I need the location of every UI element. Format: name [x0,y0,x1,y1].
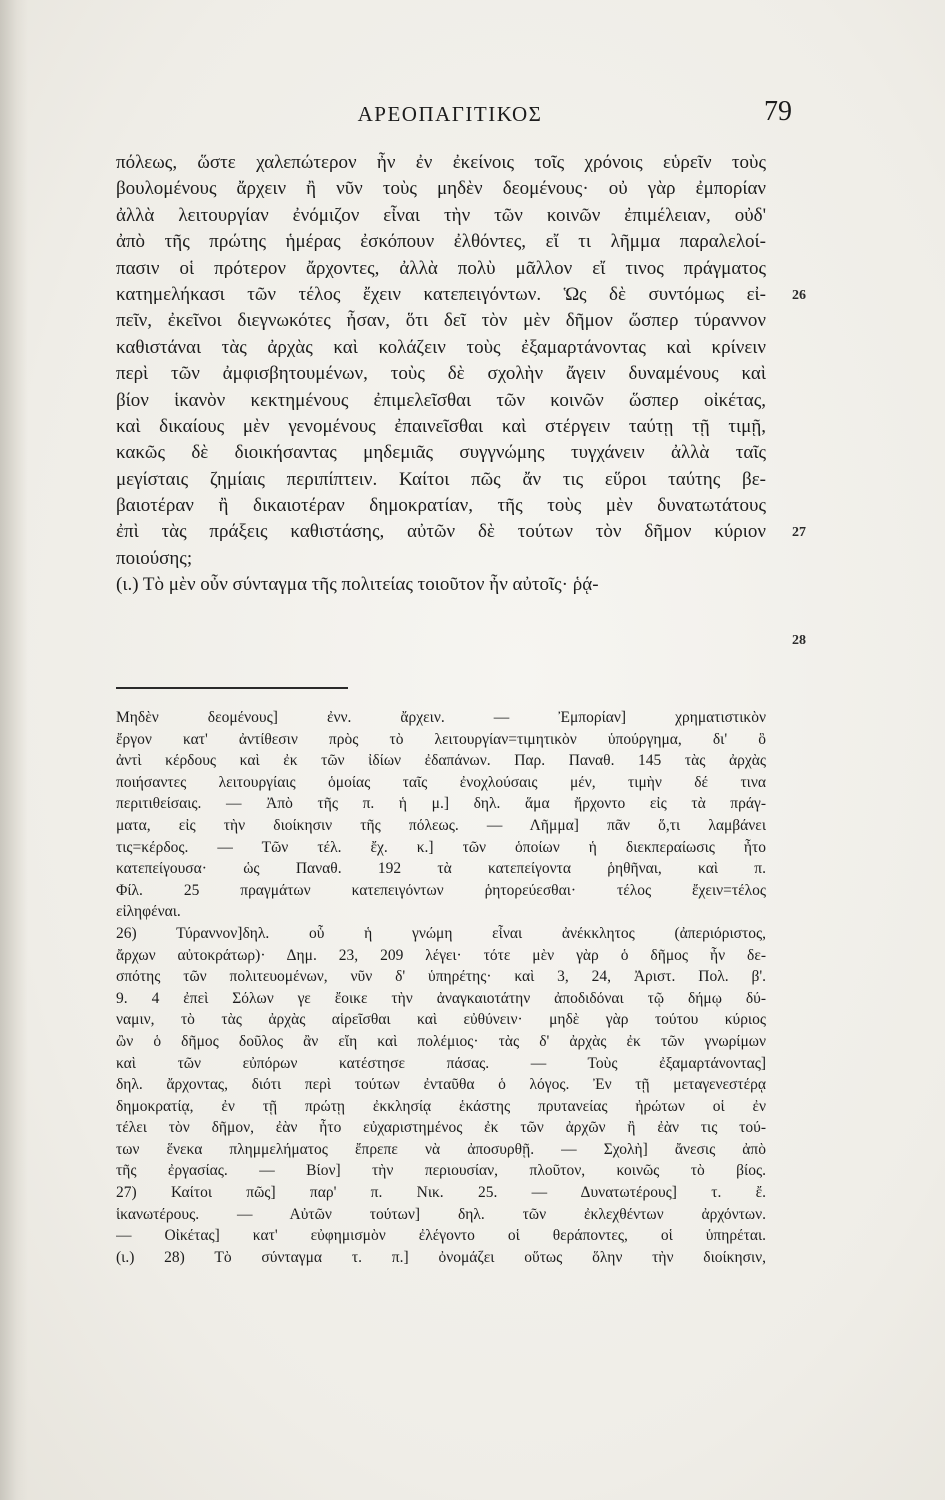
text-line: ἐπὶ τὰς πράξεις καθιστάσης, αὐτῶν δὲ τούτων τὸν δῆμον κύριον [116,521,766,543]
text-line: βουλομένους ἄρχειν ἢ νῦν τοὺς μηδὲν δεομένους· οὐ γὰρ ἐμπορίαν [116,178,766,200]
footnote-line: 9. 4 ἐπεὶ Σόλων γε ἔοικε τὴν ἀναγκαιοτάτην ἀποδιδόναι τῷ δήμῳ δύ- [116,989,766,1007]
text-line: πόλεως, ὥστε χαλεπώτερον ἦν ἐν ἐκείνοις τοῖς χρόνοις εὑρεῖν τοὺς [116,152,766,173]
footnote-line: ὢν ὁ δῆμος δοῦλος ἂν εἴη καὶ πολέμιος· τὰς δ' ἀρχὰς ἐκ τῶν γνωρίμων [116,1032,766,1050]
footnote-line: εἰληφέναι. [116,903,181,921]
footnote-line: σπότης τῶν πολιτευομένων, νῦν δ' ὑπηρέτης· καὶ 3, 24, Ἀριστ. Πολ. β'. [116,968,766,986]
text-line: καὶ δικαίους μὲν γενομένους ἐπαινεῖσθαι καὶ στέργειν ταύτῃ τῇ τιμῇ, [116,415,766,437]
text-line: ἀπὸ τῆς πρώτης ἡμέρας ἐσκόπουν ἐλθόντες, εἴ τι λῆμμα παραλελοί- [116,231,766,253]
footnote-line: ἱκανωτέρους. — Αὐτῶν τούτων] δηλ. τῶν ἐκλεχθέντων ἀρχόντων. [116,1205,766,1223]
text-line: βαιοτέραν ἢ δικαιοτέραν δημοκρατίαν, τῆς τοὺς μὲν δυνατωτάτους [116,495,766,517]
footnote-line: ἄρχων αὐτοκράτωρ)· Δημ. 23, 209 λέγει· τότε μὲν γὰρ ὁ δῆμος ἦν δε- [116,946,766,964]
footnote-line: τις=κέρδος. — Τῶν τέλ. ἔχ. κ.] τῶν ὁποίων ἡ διεκπεραίωσις ἦτο [116,838,766,856]
text-line: καθιστάναι τὰς ἀρχὰς καὶ κολάζειν τοὺς ἐξαμαρτάνοντας καὶ κρίνειν [116,336,766,358]
footnote-line: ματα, εἰς τὴν διοίκησιν τῆς πόλεως. — Λῆμμα] πᾶν ὅ,τι λαμβάνει [116,816,766,834]
footnotes [116,707,766,1268]
text-line: (ι.) Τὸ μὲν οὖν σύνταγμα τῆς πολιτείας τοιοῦτον ἦν αὐτοῖς· ῥᾴ- [116,574,599,596]
text-line: περὶ τῶν ἀμφισβητουμένων, τοὺς δὲ σχολὴν ἄγειν δυναμένους καὶ [116,363,766,385]
main-text [116,150,766,599]
footnote-line: τέλει τὸν δῆμον, ἐὰν ἦτο εὐχαριστημένος ἐκ τῶν ἀρχῶν ἢ ἐὰν τις τού- [116,1119,766,1137]
section-number: 28 [792,633,806,648]
footnote-line: — Οἰκέτας] κατ' εὐφημισμὸν ἐλέγοντο οἱ θεράποντες, οἱ ὑπηρέται. [116,1227,766,1245]
footnote-line: 26) Τύραννον]δηλ. οὗ ἡ γνώμη εἶναι ἀνέκκλητος (ἀπεριόριστος, [116,924,766,942]
footnote-line: Μηδὲν δεομένους] ἐνν. ἄρχειν. — Ἐμπορίαν] χρηματιστικὸν [116,709,766,726]
footnote-divider [116,687,348,689]
running-title: ΑΡΕΟΠΑΓΙΤΙΚΟΣ [357,102,543,126]
footnote-line: κατεπείγουσα· ὡς Παναθ. 192 τὰ κατεπείγοντα ῥηθῆναι, καὶ π. [116,860,766,878]
footnote-line: δημοκρατίᾳ, ἐν τῇ πρώτῃ ἐκκλησίᾳ ἑκάστης πρυτανείας ἠρώτων οἱ ἐν [116,1097,766,1115]
text-line: κακῶς δὲ διοικήσαντας μηδεμιᾶς συγγνώμης τυγχάνειν ἀλλὰ ταῖς [116,442,766,464]
page-number: 79 [764,96,792,127]
page-header [0,96,945,134]
footnote-line: ἀντὶ κέρδους καὶ ἐκ τῶν ἰδίων ἐδαπάνων. Παρ. Παναθ. 145 τὰς ἀρχὰς [116,752,766,770]
text-line: μεγίσταις ζημίαις περιπίπτειν. Καίτοι πῶς ἄν τις εὕροι ταύτης βε- [116,468,766,490]
footnote-line: ἔργον κατ' ἀντίθεσιν πρὸς τὸ λειτουργίαν=τιμητικὸν ὑπούργημα, δι' ὃ [116,730,766,748]
spine-shadow [0,0,28,1500]
footnote-line: τῆς ἐργασίας. — Βίον] τὴν περιουσίαν, πλοῦτον, κοινῶς τὸ βίος. [116,1162,766,1180]
text-line: βίον ἱκανὸν κεκτημένους ἐπιμελεῖσθαι τῶν κοινῶν ὥσπερ οἰκέτας, [116,389,766,411]
text-line: ἀλλὰ λειτουργίαν ἐνόμιζον εἶναι τὴν τῶν κοινῶν ἐπιμέλειαν, οὐδ' [116,204,766,226]
footnote-line: ναμιν, τὸ τὰς ἀρχὰς αἱρεῖσθαι καὶ εὐθύνειν· μηδὲ γὰρ τούτου κύριος [116,1011,766,1029]
text-line: πασιν οἱ πρότερον ἄρχοντες, ἀλλὰ πολὺ μᾶλλον εἴ τινος πράγματος [116,257,766,279]
section-number: 26 [792,288,806,303]
footnote-line: των ἕνεκα πλημμελήματος ἔπρεπε νὰ ἀποσυρθῇ. — Σχολὴ] ἄνεσις ἀπὸ [116,1140,766,1158]
text-line: πεῖν, ἐκεῖνοι διεγνωκότες ἦσαν, ὅτι δεῖ τὸν μὲν δῆμον ὥσπερ τύραννον [116,310,766,332]
footnote-line: περιτιθείσαις. — Ἀπὸ τῆς π. ἡ μ.] δηλ. ἅμα ἤρχοντο εἰς τὰ πράγ- [116,795,766,813]
footnote-line: ποιήσαντες λειτουργίαις ὁμοίας ταῖς ἐνοχλούσαις μέν, τιμὴν δέ τινα [116,773,766,791]
footnote-line: Φίλ. 25 πραγμάτων κατεπειγόντων ῥητορεύεσθαι· τέλος ἔχειν=τέλος [116,881,766,899]
footnote-line: καὶ τῶν εὐπόρων κατέστησε πάσας. — Τοὺς ἐξαμαρτάνοντας] [116,1054,766,1072]
text-line: κατημελήκασι τῶν τέλος ἔχειν κατεπειγόντων. Ὡς δὲ συντόμως εἰ- [116,283,766,305]
footnote-line: δηλ. ἄρχοντας, διότι περὶ τούτων ἐνταῦθα ὁ λόγος. Ἐν τῇ μεταγενεστέρᾳ [116,1076,766,1094]
section-number: 27 [792,525,806,540]
footnote-line: 27) Καίτοι πῶς] παρ' π. Νικ. 25. — Δυνατωτέρους] τ. ἔ. [116,1184,766,1202]
text-line: ποιούσης; [116,547,193,569]
footnote-line: (ι.) 28) Τὸ σύνταγμα τ. π.] ὀνομάζει οὕτως ὅλην τὴν διοίκησιν, [116,1248,766,1266]
